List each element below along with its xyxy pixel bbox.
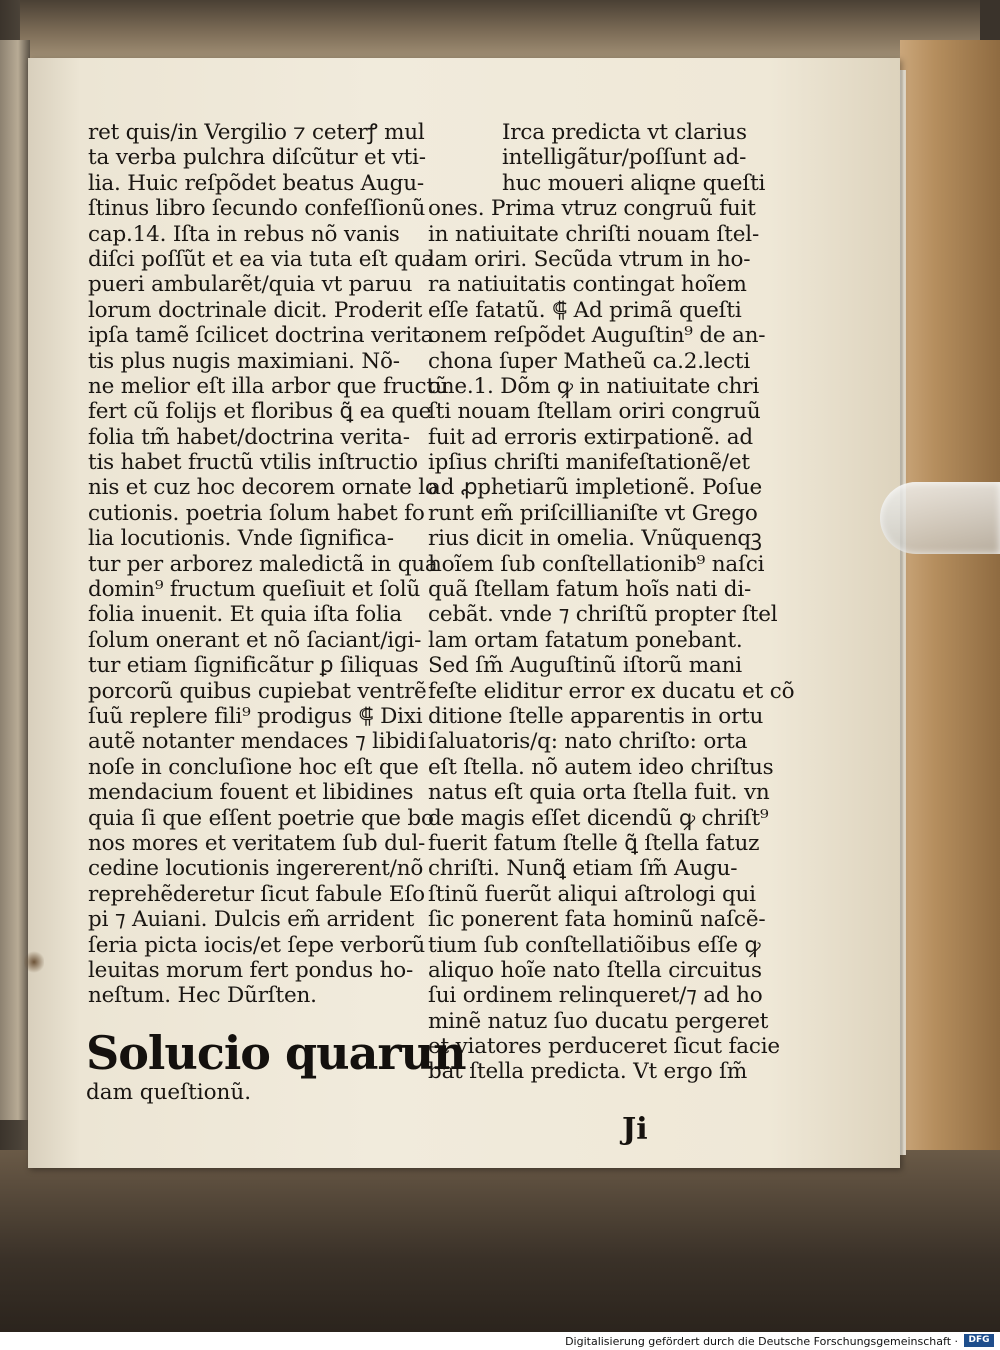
text-line: cebãt. vnde ⁊ chriſtũ propter ſtel: [428, 602, 778, 628]
text-line: Irca predicta vt clarius: [502, 120, 747, 145]
text-line: lia locutionis. Vnde ſignifica-: [88, 526, 394, 552]
text-line: ſaluatoris/q: nato chriſto: orta: [428, 729, 748, 755]
footer-bar: [0, 1332, 1000, 1350]
section-heading-continuation: dam queſtionũ.: [86, 1080, 252, 1105]
text-line: eſſe fatatũ. ⸿ Ad primã queſti: [428, 297, 742, 323]
text-line: eſt ſtella. nõ autem ideo chriſtus: [428, 754, 774, 780]
text-line: ditione ſtelle apparentis in ortu: [428, 703, 764, 729]
text-line: chona ſuper Matheũ ca.2.lecti: [428, 348, 751, 374]
text-line: nis et cuz hoc decorem ornate lo: [88, 475, 438, 501]
text-line: cedine locutionis ingererent/nõ: [88, 856, 424, 882]
text-line: tium ſub conſtellatiõibus eſſe ꝙ: [428, 932, 761, 958]
text-line: natus eſt quia orta ſtella fuit. vn: [428, 780, 770, 806]
text-line: lorum doctrinale dicit. Proderit: [88, 297, 423, 323]
text-line: minẽ natuz ſuo ducatu pergeret: [428, 1008, 769, 1034]
text-line: one.1. Dõm ꝙ in natiuitate chri: [428, 373, 760, 399]
text-line: fert cũ folijs et floribus ꝗ̃ ea que: [88, 399, 432, 425]
text-line: cap.14. Iſta in rebus nõ vanis: [88, 221, 400, 247]
text-line: pi ⁊ Auiani. Dulcis em̃ arrident: [88, 907, 415, 933]
text-line: Sed ſm̃ Auguſtinũ iſtorũ mani: [428, 653, 742, 679]
text-line: cutionis. poetria ſolum habet fo: [88, 500, 425, 526]
text-line: ne melior eſt illa arbor que fructũ: [88, 373, 449, 399]
text-line: lam ortam fatatum ponebant.: [428, 627, 743, 653]
text-line: ipſius chriſti manifeſtationẽ/et: [428, 450, 750, 476]
text-line: ipſa tamẽ ſcilicet doctrina verita: [88, 323, 434, 349]
text-line: diſci poſſũt et ea via tuta eſt qua: [88, 246, 434, 272]
text-line: reprehẽderetur ſicut fabule Eſo: [88, 881, 425, 907]
text-line: rius dicit in omelia. Vnũquenqꝫ: [428, 526, 762, 552]
text-line: quã ſtellam fatum hoĩs nati di-: [428, 577, 752, 603]
text-line: autẽ notanter mendaces ⁊ libidi: [88, 729, 426, 755]
text-line: ſuũ replere fili⁹ prodigus ⸿ Dixi: [88, 703, 423, 729]
text-line: tis habet fructũ vtilis inſtructio: [88, 450, 418, 476]
section-heading: Solucio quarun: [86, 1026, 466, 1080]
text-line: folia inuenit. Et quia iſta folia: [88, 602, 402, 628]
text-line: lia. Huic reſpõdet beatus Augu-: [88, 170, 424, 196]
text-line: tur per arborez maledictã in qua: [88, 551, 438, 577]
text-line: huc moueri aliqne queſti: [502, 170, 766, 196]
text-line: ſic ponerent fata hominũ naſcẽ-: [428, 907, 766, 933]
text-line: bat ſtella predicta. Vt ergo ſm̃: [428, 1059, 748, 1085]
text-line: feſte eliditur error ex ducatu et cõ: [428, 678, 795, 704]
text-line: porcorũ quibus cupiebat ventrẽ: [88, 678, 427, 704]
text-line: tis plus nugis maximiani. Nõ-: [88, 348, 400, 374]
text-line: ta verba pulchra diſcũtur et vti-: [88, 145, 426, 171]
text-line: neſtum. Hec Dũrſten.: [88, 983, 317, 1009]
text-line: ad ꝓphetiarũ impletionẽ. Poſue: [428, 475, 763, 501]
signature-mark: Ji: [622, 1112, 648, 1147]
text-line: in natiuitate chriſti nouam ſtel-: [428, 221, 760, 247]
text-line: ſui ordinem relinqueret/⁊ ad ho: [428, 983, 763, 1009]
text-line: ſtinus libro ſecundo confeſſionũ: [88, 196, 426, 222]
text-line: ſolum onerant et nõ ſaciant/igi-: [88, 627, 422, 653]
text-line: et viatores perduceret ſicut facie: [428, 1034, 780, 1060]
dfg-logo: DFG: [964, 1334, 994, 1347]
text-line: ra natiuitatis contingat hoĩem: [428, 272, 747, 298]
text-line: nos mores et veritatem ſub dul-: [88, 830, 426, 856]
right-text-column: [428, 120, 795, 1085]
text-line: ſtinũ fuerũt aliqui aſtrologi qui: [428, 881, 756, 907]
text-line: folia tm̃ habet/doctrina verita-: [88, 424, 410, 450]
book-board-bottom: [0, 1150, 1000, 1332]
text-line: ſti nouam ſtellam oriri congruũ: [428, 399, 761, 425]
text-line: ſeria picta iocis/et ſepe verborũ: [88, 932, 426, 958]
text-line: chriſti. Nunꝗ̃ etiam ſm̃ Augu-: [428, 856, 738, 882]
text-line: ret quis/in Vergilio ⁊ ceterꝭ mul: [88, 120, 425, 145]
text-line: lam oriri. Secũda vtrum in ho-: [428, 246, 751, 272]
text-line: mendacium fouent et libidines: [88, 780, 414, 806]
text-line: de magis eſſet dicendũ ꝙ chriſt⁹: [428, 805, 769, 831]
text-line: domin⁹ fructum queſiuit et ſolũ: [88, 577, 421, 603]
page-clip: [880, 482, 1000, 554]
text-line: runt em̃ priſcillianiſte vt Grego: [428, 500, 758, 526]
book-board-right: [900, 40, 1000, 1170]
text-line: aliquo hoĩe nato ſtella circuitus: [428, 957, 762, 983]
text-line: noſe in concluſione hoc eſt que: [88, 754, 419, 780]
text-line: ones. Prima vtruz congruũ fuit: [428, 196, 756, 222]
funding-credit: Digitalisierung gefördert durch die Deutsche Forschungsgemeinschaft ·: [565, 1335, 958, 1348]
text-line: intelligãtur/poſſunt ad-: [502, 145, 747, 171]
text-line: fuerit fatum ſtelle ꝗ̃ ſtella fatuz: [428, 830, 760, 856]
book-board-top: [20, 0, 980, 62]
text-line: hoĩem ſub conſtellationib⁹ naſci: [428, 551, 765, 577]
text-line: leuitas morum fert pondus ho-: [88, 957, 414, 983]
text-line: onem reſpõdet Auguſtin⁹ de an-: [428, 323, 766, 349]
page-stain: [24, 950, 44, 974]
text-line: fuit ad erroris extirpationẽ. ad: [428, 424, 753, 450]
text-line: pueri ambularẽt/quia vt paruu: [88, 272, 413, 298]
left-text-column: [88, 120, 449, 1009]
text-line: quia ſi que eſſent poetrie que bo: [88, 805, 434, 831]
text-line: tur etiam ſignificãtur ꝑ ſiliquas: [88, 653, 419, 679]
